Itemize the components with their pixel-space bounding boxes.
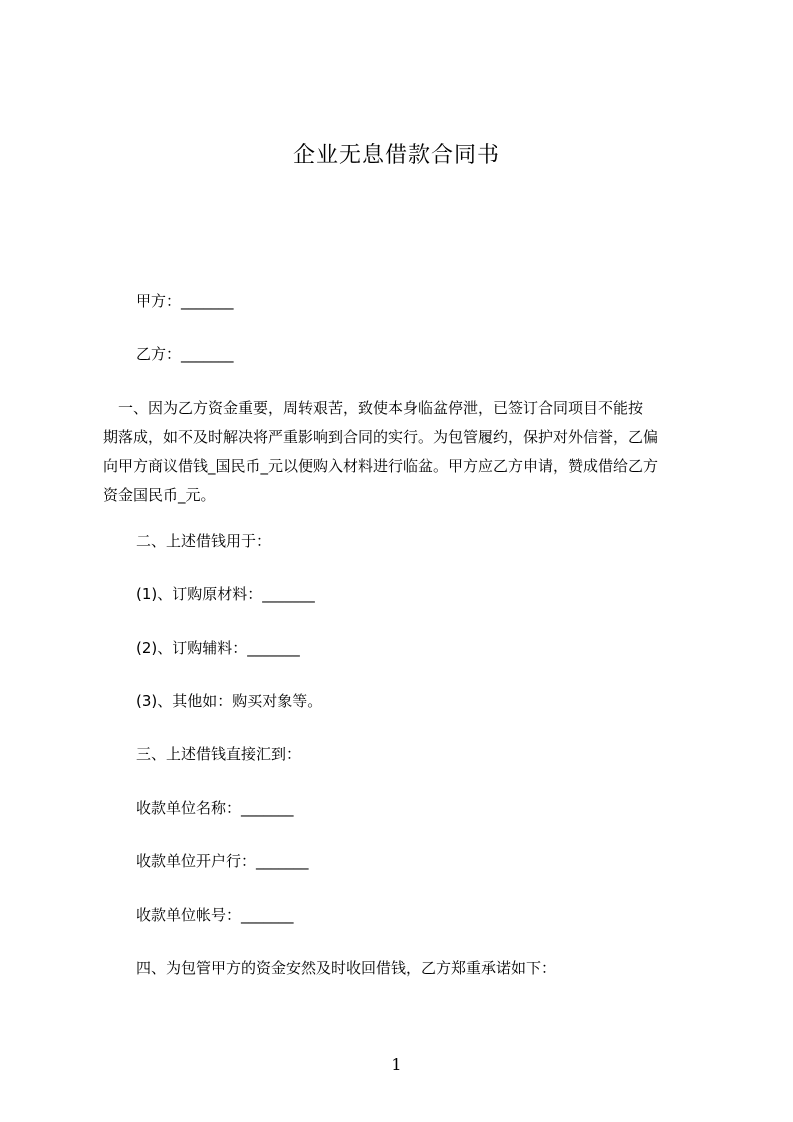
- payee-account-line: 收款单位帐号：_______: [136, 906, 294, 924]
- payee-bank-line: 收款单位开户行：_______: [136, 852, 309, 870]
- clause-2-item-3: (3)、其他如：购买对象等。: [136, 692, 323, 710]
- clause-1-paragraph: [103, 394, 693, 510]
- clause-2-item-2: (2)、订购辅料：_______: [136, 639, 300, 657]
- clause-1-line: 资金国民币_元。: [103, 486, 216, 504]
- clause-2-item-1: (1)、订购原材料：_______: [136, 585, 315, 603]
- page-number: 1: [391, 1055, 402, 1074]
- clause-1-line: 一、因为乙方资金重要，周转艰苦，致使本身临盆停泄，已签订合同项目不能按: [103, 399, 644, 417]
- clause-1-line: 向甲方商议借钱_国民币_元以便购入材料进行临盆。甲方应乙方申请，赞成借给乙方: [103, 457, 659, 475]
- clause-1-line: 期落成，如不及时解决将严重影响到合同的实行。为包管履约，保护对外信誉，乙偏: [103, 428, 659, 446]
- party-b-line: 乙方：_______: [136, 345, 234, 363]
- clause-3-heading: 三、上述借钱直接汇到：: [136, 745, 302, 763]
- clause-4-heading: 四、为包管甲方的资金安然及时收回借钱，乙方郑重承诺如下：: [136, 959, 557, 977]
- document-title: 企业无息借款合同书: [292, 143, 500, 168]
- party-a-line: 甲方：_______: [136, 292, 234, 310]
- clause-2-heading: 二、上述借钱用于：: [136, 532, 272, 550]
- payee-name-line: 收款单位名称：_______: [136, 799, 294, 817]
